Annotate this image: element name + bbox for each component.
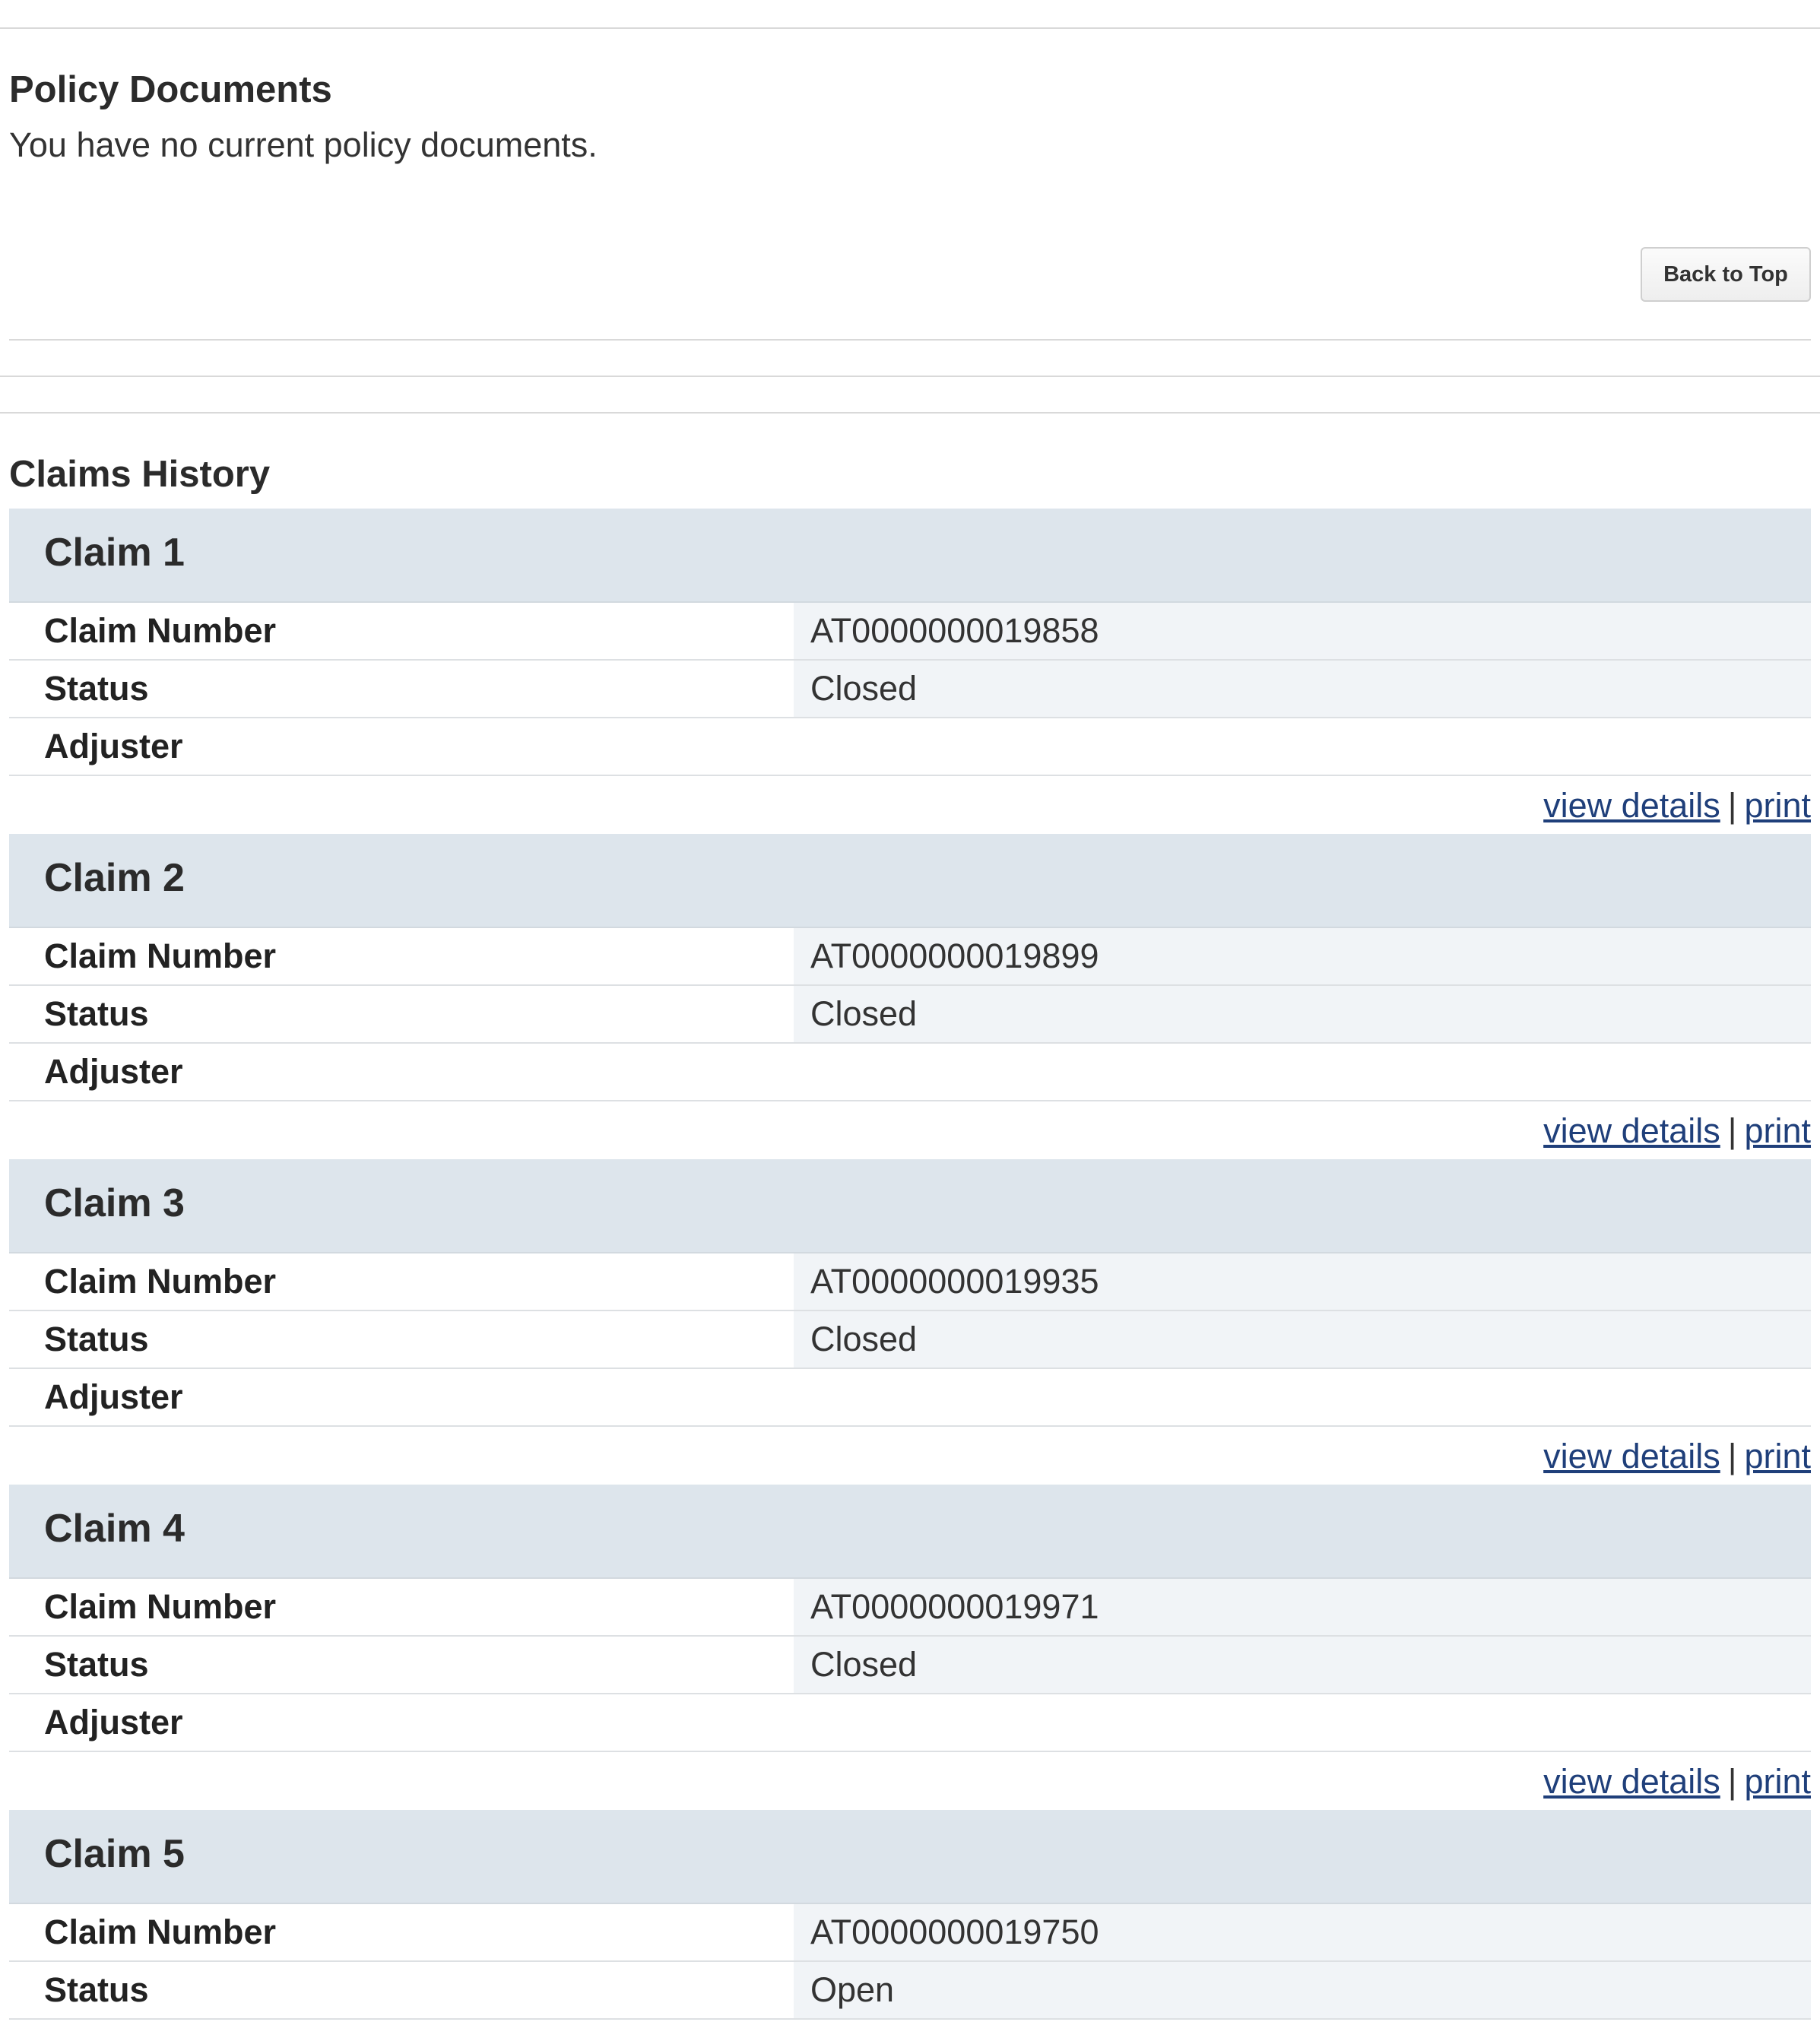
claim-number-value: AT0000000019750	[794, 1904, 1811, 1960]
claim-number-label: Claim Number	[9, 928, 794, 984]
adjuster-value	[794, 1694, 1811, 1751]
section-divider	[0, 412, 1820, 414]
claim-number-value: AT0000000019935	[794, 1253, 1811, 1310]
adjuster-label: Adjuster	[9, 1044, 794, 1100]
view-details-link[interactable]: view details	[1543, 1111, 1720, 1150]
claim-number-row	[9, 1579, 1811, 1637]
back-to-top-button[interactable]: Back to Top	[1641, 247, 1811, 302]
view-details-link[interactable]: view details	[1543, 1762, 1720, 1801]
status-label: Status	[9, 1311, 794, 1368]
print-link[interactable]: print	[1744, 1437, 1811, 1475]
status-value: Closed	[794, 986, 1811, 1042]
status-label: Status	[9, 1962, 794, 2018]
claim-actions	[9, 1101, 1811, 1159]
claim-number-label: Claim Number	[9, 1579, 794, 1635]
status-label: Status	[9, 661, 794, 717]
section-divider	[0, 376, 1820, 377]
top-divider	[0, 27, 1820, 29]
link-separator: |	[1727, 1111, 1737, 1150]
claim-card	[9, 1810, 1811, 2020]
claim-number-row	[9, 928, 1811, 986]
claim-number-row	[9, 1904, 1811, 1962]
adjuster-row	[9, 718, 1811, 776]
adjuster-label: Adjuster	[9, 1694, 794, 1751]
claim-card	[9, 1159, 1811, 1485]
claim-number-label: Claim Number	[9, 603, 794, 659]
claim-card	[9, 1485, 1811, 1810]
claim-number-row	[9, 1253, 1811, 1311]
status-value: Closed	[794, 1311, 1811, 1368]
status-row	[9, 1311, 1811, 1369]
claim-actions	[9, 776, 1811, 834]
claim-number-label: Claim Number	[9, 1253, 794, 1310]
status-row	[9, 1962, 1811, 2020]
claim-number-value: AT0000000019858	[794, 603, 1811, 659]
section-divider	[9, 339, 1811, 341]
status-label: Status	[9, 986, 794, 1042]
view-details-link[interactable]: view details	[1543, 786, 1720, 825]
adjuster-label: Adjuster	[9, 1369, 794, 1425]
claim-card	[9, 834, 1811, 1159]
claim-card	[9, 509, 1811, 834]
status-label: Status	[9, 1637, 794, 1693]
claims-history-title: Claims History	[9, 454, 271, 495]
link-separator: |	[1727, 786, 1737, 825]
claims-list	[9, 509, 1811, 2020]
adjuster-value	[794, 1369, 1811, 1425]
claim-actions	[9, 1752, 1811, 1810]
claim-actions	[9, 1427, 1811, 1485]
claim-title: Claim 5	[9, 1810, 1811, 1904]
claim-title: Claim 3	[9, 1159, 1811, 1253]
status-row	[9, 661, 1811, 718]
adjuster-value	[794, 718, 1811, 775]
adjuster-row	[9, 1694, 1811, 1752]
print-link[interactable]: print	[1744, 786, 1811, 825]
claim-number-label: Claim Number	[9, 1904, 794, 1960]
view-details-link[interactable]: view details	[1543, 1437, 1720, 1475]
status-value: Closed	[794, 661, 1811, 717]
print-link[interactable]: print	[1744, 1762, 1811, 1801]
status-value: Closed	[794, 1637, 1811, 1693]
policy-documents-title: Policy Documents	[9, 69, 332, 110]
link-separator: |	[1727, 1437, 1737, 1475]
adjuster-label: Adjuster	[9, 718, 794, 775]
status-value: Open	[794, 1962, 1811, 2018]
claim-number-value: AT0000000019971	[794, 1579, 1811, 1635]
adjuster-row	[9, 1369, 1811, 1427]
claim-title: Claim 1	[9, 509, 1811, 603]
adjuster-value	[794, 1044, 1811, 1100]
print-link[interactable]: print	[1744, 1111, 1811, 1150]
claim-title: Claim 2	[9, 834, 1811, 928]
claim-number-value: AT0000000019899	[794, 928, 1811, 984]
claim-title: Claim 4	[9, 1485, 1811, 1579]
link-separator: |	[1727, 1762, 1737, 1801]
status-row	[9, 986, 1811, 1044]
adjuster-row	[9, 1044, 1811, 1101]
policy-documents-empty-message: You have no current policy documents.	[9, 125, 598, 164]
claim-number-row	[9, 603, 1811, 661]
status-row	[9, 1637, 1811, 1694]
